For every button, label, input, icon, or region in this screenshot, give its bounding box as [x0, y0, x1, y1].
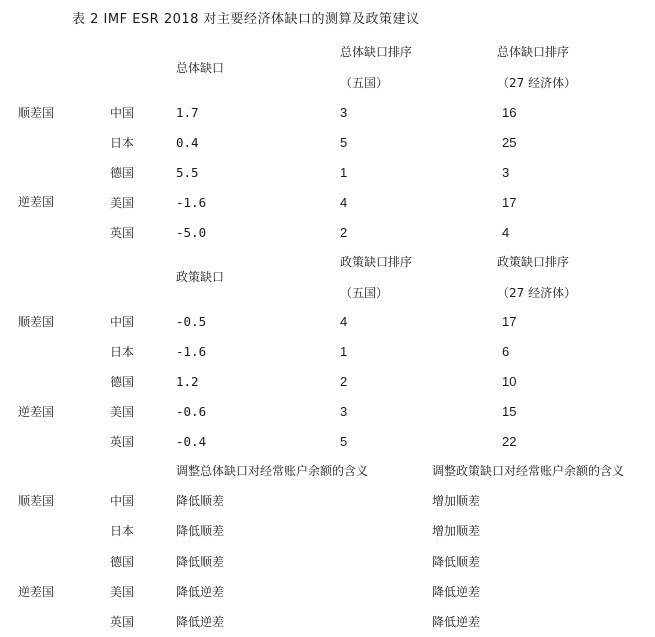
s2-col2-header-line1: 政策缺口排序 — [340, 255, 413, 269]
country-label: 日本 — [110, 136, 135, 150]
overall-gap-implication: 降低逆差 — [176, 615, 225, 629]
value-cell: 5.5 — [176, 165, 199, 180]
rank5-cell: 5 — [340, 434, 348, 449]
policy-gap-implication: 降低逆差 — [432, 615, 481, 629]
rank27-cell: 17 — [502, 195, 517, 210]
rank5-cell: 3 — [340, 105, 348, 120]
s2-col3-header-line1: 政策缺口排序 — [497, 255, 570, 269]
rank27-cell: 4 — [502, 225, 510, 240]
country-label: 美国 — [110, 405, 135, 419]
s2-col2-header-line2: （五国） — [340, 286, 389, 300]
country-label: 德国 — [110, 555, 135, 569]
s1-col2-header-line1: 总体缺口排序 — [340, 45, 413, 59]
value-cell: -5.0 — [176, 225, 207, 240]
country-label: 中国 — [110, 494, 135, 508]
value-cell: 1.7 — [176, 105, 199, 120]
s2-col3-header-line2: （27 经济体） — [497, 286, 577, 300]
overall-gap-implication: 降低顺差 — [176, 555, 225, 569]
country-label: 英国 — [110, 226, 135, 240]
rank27-cell: 6 — [502, 344, 510, 359]
country-label: 英国 — [110, 435, 135, 449]
policy-gap-implication: 降低逆差 — [432, 585, 481, 599]
policy-gap-implication: 增加顺差 — [432, 524, 481, 538]
value-cell: -0.4 — [176, 434, 207, 449]
rank27-cell: 15 — [502, 404, 517, 419]
value-cell: -0.6 — [176, 404, 207, 419]
rank27-cell: 3 — [502, 165, 510, 180]
rank27-cell: 16 — [502, 105, 517, 120]
s1-col3-header-line1: 总体缺口排序 — [497, 45, 570, 59]
rank27-cell: 10 — [502, 374, 517, 389]
s3-col2-header: 调整政策缺口对经常账户余额的含义 — [432, 464, 625, 478]
rank5-cell: 2 — [340, 374, 348, 389]
s1-group-surplus: 顺差国 — [18, 106, 55, 120]
country-label: 中国 — [110, 106, 135, 120]
country-label: 德国 — [110, 375, 135, 389]
overall-gap-implication: 降低顺差 — [176, 494, 225, 508]
rank5-cell: 3 — [340, 404, 348, 419]
rank5-cell: 4 — [340, 314, 348, 329]
s1-group-deficit: 逆差国 — [18, 195, 55, 209]
s3-col1-header: 调整总体缺口对经常账户余额的含义 — [176, 464, 369, 478]
table-title: 表 2 IMF ESR 2018 对主要经济体缺口的测算及政策建议 — [72, 12, 420, 27]
country-label: 日本 — [110, 524, 135, 538]
value-cell: -1.6 — [176, 195, 207, 210]
overall-gap-implication: 降低逆差 — [176, 585, 225, 599]
country-label: 美国 — [110, 585, 135, 599]
s3-group-deficit: 逆差国 — [18, 585, 55, 599]
country-label: 德国 — [110, 166, 135, 180]
s3-group-surplus: 顺差国 — [18, 494, 55, 508]
country-label: 中国 — [110, 315, 135, 329]
rank5-cell: 4 — [340, 195, 348, 210]
rank5-cell: 1 — [340, 165, 348, 180]
s1-col1-header: 总体缺口 — [176, 61, 225, 75]
value-cell: -0.5 — [176, 314, 207, 329]
country-label: 日本 — [110, 345, 135, 359]
value-cell: -1.6 — [176, 344, 207, 359]
s1-col3-header-line2: （27 经济体） — [497, 76, 577, 90]
policy-gap-implication: 增加顺差 — [432, 494, 481, 508]
country-label: 英国 — [110, 615, 135, 629]
policy-gap-implication: 降低顺差 — [432, 555, 481, 569]
rank27-cell: 25 — [502, 135, 517, 150]
country-label: 美国 — [110, 196, 135, 210]
value-cell: 1.2 — [176, 374, 199, 389]
s2-group-deficit: 逆差国 — [18, 405, 55, 419]
overall-gap-implication: 降低顺差 — [176, 524, 225, 538]
s2-col1-header: 政策缺口 — [176, 270, 225, 284]
value-cell: 0.4 — [176, 135, 199, 150]
rank5-cell: 5 — [340, 135, 348, 150]
rank5-cell: 2 — [340, 225, 348, 240]
rank27-cell: 22 — [502, 434, 517, 449]
rank27-cell: 17 — [502, 314, 517, 329]
s2-group-surplus: 顺差国 — [18, 315, 55, 329]
rank5-cell: 1 — [340, 344, 348, 359]
s1-col2-header-line2: （五国） — [340, 76, 389, 90]
